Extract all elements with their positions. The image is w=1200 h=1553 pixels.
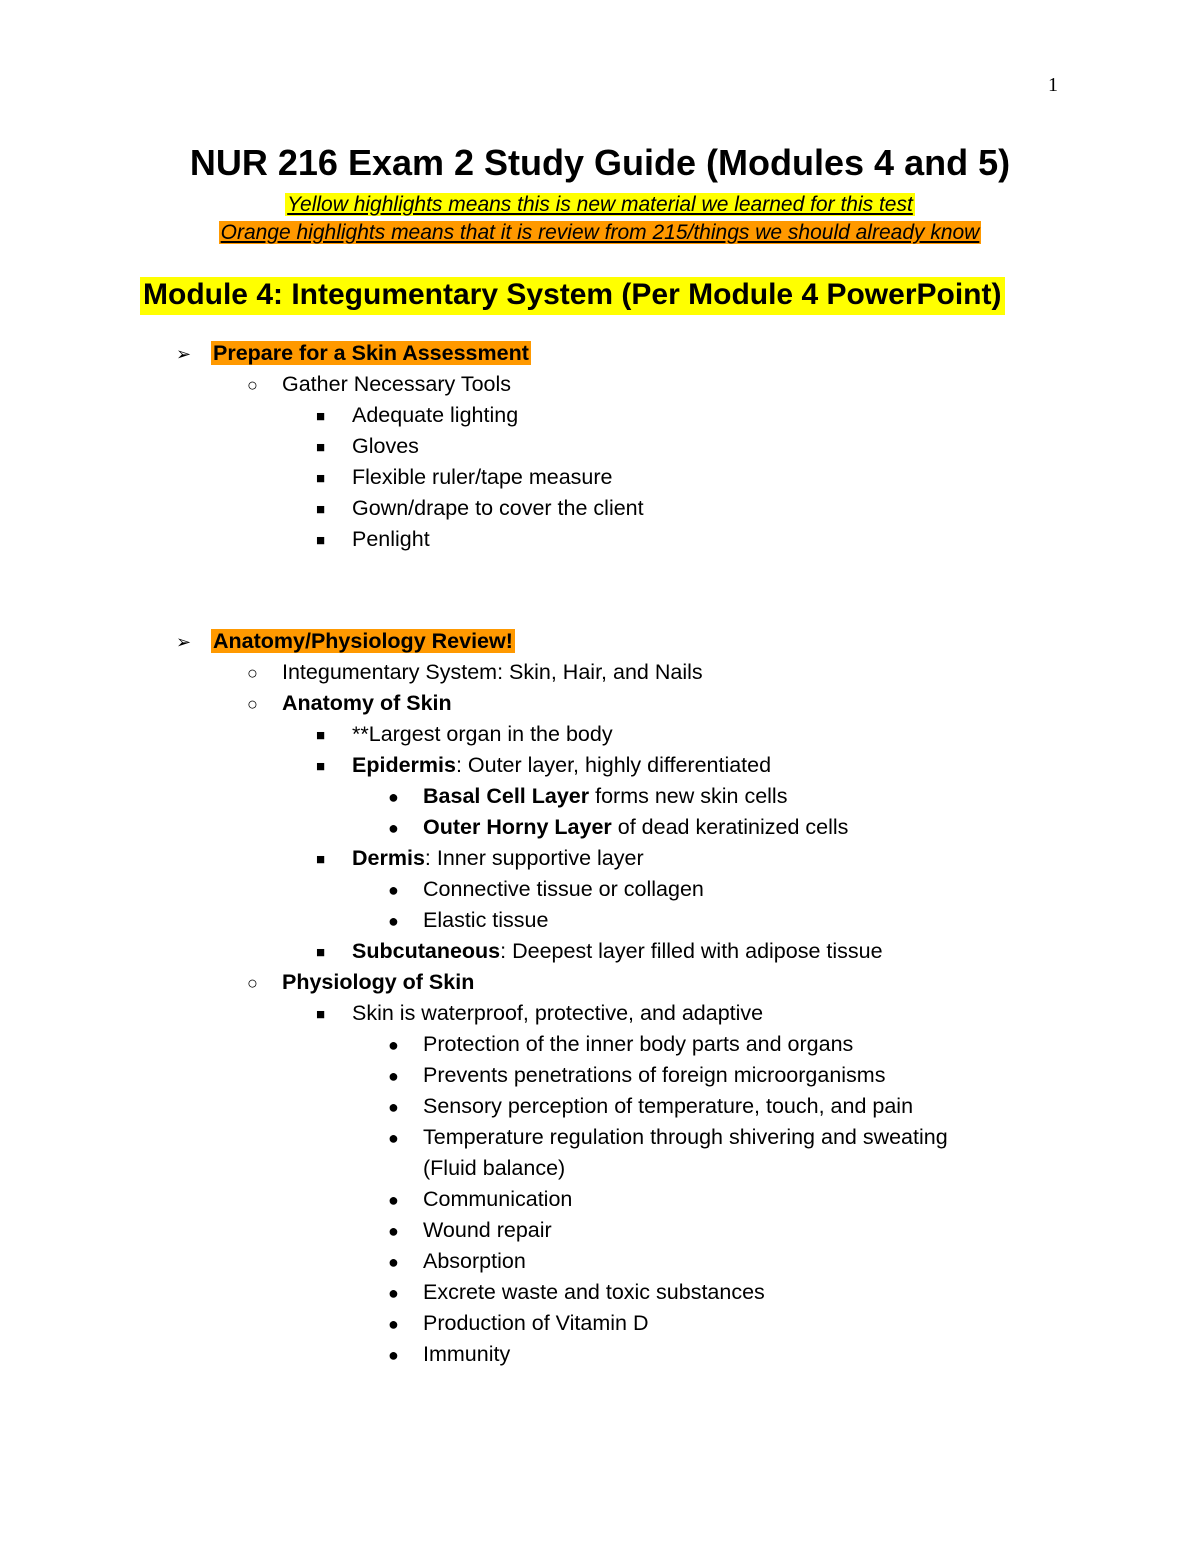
list-item: [423, 813, 848, 841]
dot-bullet-icon: ●: [388, 1190, 399, 1210]
subheading: Physiology of Skin: [282, 970, 475, 994]
square-bullet-icon: ■: [316, 758, 326, 775]
list-item: Prevents penetrations of foreign microorganisms: [423, 1063, 886, 1087]
list-item: Connective tissue or collagen: [423, 877, 704, 901]
term-desc: forms new skin cells: [589, 784, 788, 808]
list-item: Temperature regulation through shivering and sweating: [423, 1125, 948, 1149]
term-desc: of dead keratinized cells: [611, 815, 849, 839]
dot-bullet-icon: ●: [388, 1252, 399, 1272]
list-item: Wound repair: [423, 1218, 552, 1242]
circle-bullet-icon: ○: [247, 973, 258, 993]
dot-bullet-icon: ●: [388, 1035, 399, 1055]
circle-bullet-icon: ○: [247, 694, 258, 714]
list-item: Gown/drape to cover the client: [352, 496, 644, 520]
square-bullet-icon: ■: [316, 727, 326, 744]
subheading: Anatomy of Skin: [282, 691, 452, 715]
list-item: [352, 937, 883, 965]
square-bullet-icon: ■: [316, 1006, 326, 1023]
term: Epidermis: [352, 753, 456, 777]
circle-bullet-icon: ○: [247, 663, 258, 683]
term: Basal Cell Layer: [423, 784, 590, 808]
dot-bullet-icon: ●: [388, 1283, 399, 1303]
dot-bullet-icon: ●: [388, 1221, 399, 1241]
term: Subcutaneous: [352, 939, 501, 963]
list-item: Excrete waste and toxic substances: [423, 1280, 765, 1304]
square-bullet-icon: ■: [316, 944, 326, 961]
dot-bullet-icon: ●: [388, 1066, 399, 1086]
square-bullet-icon: ■: [316, 501, 326, 518]
list-item: [352, 751, 771, 779]
circle-bullet-icon: ○: [247, 375, 258, 395]
orange-note-text: Orange highlights means that it is review from 215/things we should already know: [220, 221, 980, 244]
section-heading-text: Anatomy/Physiology Review!: [213, 629, 513, 653]
list-item: Sensory perception of temperature, touch, and pain: [423, 1094, 914, 1118]
dot-bullet-icon: ●: [388, 1314, 399, 1334]
section-heading-text: Prepare for a Skin Assessment: [213, 341, 529, 365]
term: Dermis: [352, 846, 425, 870]
page-number: 1: [1048, 74, 1058, 96]
square-bullet-icon: ■: [316, 470, 326, 487]
list-item: Elastic tissue: [423, 908, 549, 932]
section-heading: [211, 339, 531, 367]
term-desc: : Outer layer, highly differentiated: [455, 753, 772, 777]
list-item: **Largest organ in the body: [352, 722, 613, 746]
list-item: Skin is waterproof, protective, and adaptive: [352, 1001, 764, 1025]
list-item: Flexible ruler/tape measure: [352, 465, 613, 489]
list-item: Gather Necessary Tools: [282, 372, 512, 396]
dot-bullet-icon: ●: [388, 1097, 399, 1117]
dot-bullet-icon: ●: [388, 787, 399, 807]
dot-bullet-icon: ●: [388, 880, 399, 900]
arrow-bullet-icon: ➢: [176, 632, 192, 652]
list-item: Absorption: [423, 1249, 526, 1273]
term-desc: : Inner supportive layer: [424, 846, 644, 870]
list-item: Penlight: [352, 527, 430, 551]
arrow-bullet-icon: ➢: [176, 344, 192, 364]
list-item: [423, 782, 787, 810]
list-item: Adequate lighting: [352, 403, 519, 427]
term: Outer Horny Layer: [423, 815, 612, 839]
list-item: Communication: [423, 1187, 573, 1211]
section-heading: [211, 627, 515, 655]
square-bullet-icon: ■: [316, 408, 326, 425]
document-title: NUR 216 Exam 2 Study Guide (Modules 4 and 5): [189, 142, 1011, 183]
orange-highlight-note: [0, 221, 1200, 245]
list-item: Production of Vitamin D: [423, 1311, 649, 1335]
square-bullet-icon: ■: [316, 439, 326, 456]
list-item: Gloves: [352, 434, 419, 458]
list-item: Protection of the inner body parts and organs: [423, 1032, 854, 1056]
list-item: [352, 844, 644, 872]
dot-bullet-icon: ●: [388, 911, 399, 931]
yellow-note-text: Yellow highlights means this is new material we learned for this test: [287, 193, 913, 216]
list-item: Integumentary System: Skin, Hair, and Nails: [282, 660, 703, 684]
term-desc: : Deepest layer filled with adipose tissue: [500, 939, 883, 963]
dot-bullet-icon: ●: [388, 1345, 399, 1365]
dot-bullet-icon: ●: [388, 1128, 399, 1148]
square-bullet-icon: ■: [316, 851, 326, 868]
list-item: Immunity: [423, 1342, 511, 1366]
yellow-highlight-note: [0, 193, 1200, 217]
dot-bullet-icon: ●: [388, 818, 399, 838]
list-item-continuation: (Fluid balance): [423, 1156, 566, 1180]
module-heading: Module 4: Integumentary System (Per Module 4 PowerPoint): [140, 277, 1005, 315]
square-bullet-icon: ■: [316, 532, 326, 549]
